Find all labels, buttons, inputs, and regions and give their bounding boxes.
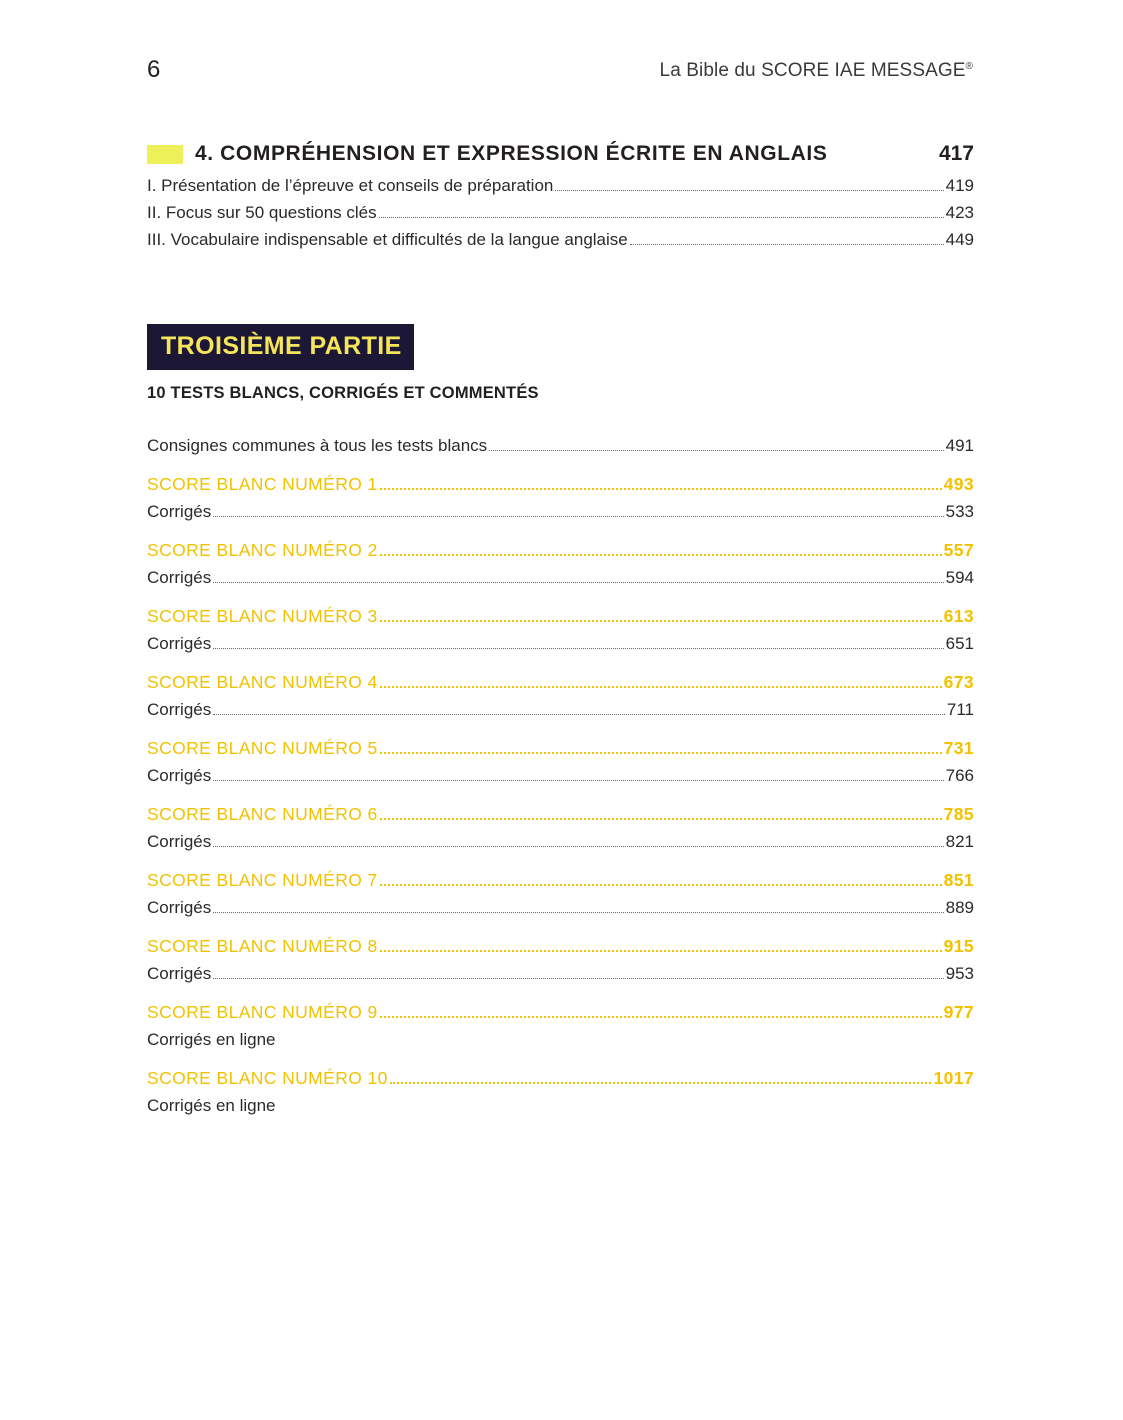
corriges-label: Corrigés en ligne (147, 1096, 276, 1115)
corriges-page: 953 (945, 964, 974, 983)
toc-entry-label: III. Vocabulaire indispensable et difficultés de la langue anglaise (147, 230, 628, 249)
test-page: 785 (943, 804, 974, 824)
corriges-label: Corrigés (147, 964, 212, 983)
toc-entry-corriges[interactable] (147, 832, 974, 854)
running-title (660, 60, 973, 82)
registered-mark: ® (965, 61, 973, 72)
toc-entry-corriges[interactable] (147, 898, 974, 920)
dot-leader (213, 767, 943, 781)
dot-leader (213, 635, 943, 649)
dot-leader (213, 701, 945, 715)
corriges-label: Corrigés en ligne (147, 1030, 276, 1049)
corriges-label: Corrigés (147, 502, 212, 521)
toc-entry-page: 419 (945, 176, 974, 195)
toc-entry-corriges[interactable] (147, 634, 974, 656)
toc-entry-test[interactable] (147, 606, 974, 628)
toc-entry-test[interactable] (147, 870, 974, 892)
dot-leader (380, 608, 942, 622)
chapter-page: 417 (938, 142, 974, 165)
corriges-page: 533 (945, 502, 974, 521)
test-page: 557 (943, 540, 974, 560)
test-label: SCORE BLANC NUMÉRO 1 (147, 474, 378, 494)
dot-leader (380, 542, 942, 556)
corriges-page: 594 (945, 568, 974, 587)
toc-entry[interactable] (147, 176, 974, 198)
toc-entry-corriges[interactable] (147, 964, 974, 986)
corriges-label: Corrigés (147, 700, 212, 719)
toc-entry-corriges[interactable] (147, 568, 974, 590)
corriges-label: Corrigés (147, 568, 212, 587)
corriges-page: 889 (945, 898, 974, 917)
test-page: 851 (943, 870, 974, 890)
toc-entry-label: I. Présentation de l’épreuve et conseils de préparation (147, 176, 554, 195)
dot-leader (380, 938, 942, 952)
toc-entry-test[interactable] (147, 1068, 974, 1090)
test-label: SCORE BLANC NUMÉRO 2 (147, 540, 378, 560)
test-page: 977 (943, 1002, 974, 1022)
dot-leader (213, 965, 943, 979)
test-label: SCORE BLANC NUMÉRO 7 (147, 870, 378, 890)
corriges-label: Corrigés (147, 766, 212, 785)
test-label: SCORE BLANC NUMÉRO 3 (147, 606, 378, 626)
test-page: 915 (943, 936, 974, 956)
toc-entry-corriges[interactable] (147, 766, 974, 788)
toc-entry[interactable] (147, 203, 974, 225)
test-label: SCORE BLANC NUMÉRO 6 (147, 804, 378, 824)
toc-entry-corriges[interactable] (147, 700, 974, 722)
corriges-page: 711 (946, 700, 974, 719)
page-number: 6 (147, 56, 161, 83)
test-page: 1017 (933, 1068, 974, 1088)
dot-leader (630, 231, 944, 245)
toc-entry-test[interactable] (147, 672, 974, 694)
corriges-page: 821 (945, 832, 974, 851)
test-page: 731 (943, 738, 974, 758)
dot-leader (380, 1004, 942, 1018)
chapter-heading[interactable] (147, 142, 974, 170)
dot-leader (213, 899, 943, 913)
dot-leader (380, 872, 942, 886)
test-page: 673 (943, 672, 974, 692)
test-label: SCORE BLANC NUMÉRO 5 (147, 738, 378, 758)
dot-leader (380, 740, 942, 754)
toc-entry-label: II. Focus sur 50 questions clés (147, 203, 377, 222)
toc-entry-test[interactable] (147, 804, 974, 826)
chapter-title: 4. COMPRÉHENSION ET EXPRESSION ÉCRITE EN ANGLAIS (195, 142, 828, 165)
test-label: SCORE BLANC NUMÉRO 10 (147, 1068, 388, 1088)
dot-leader (390, 1070, 932, 1084)
part-banner-title: TROISIÈME PARTIE (161, 332, 402, 360)
part-banner (147, 324, 414, 370)
test-label: SCORE BLANC NUMÉRO 8 (147, 936, 378, 956)
dot-leader (489, 437, 943, 451)
corriges-label: Corrigés (147, 832, 212, 851)
chapter-marker (147, 145, 183, 164)
test-label: SCORE BLANC NUMÉRO 9 (147, 1002, 378, 1022)
dot-leader (380, 674, 942, 688)
toc-entry-page: 449 (945, 230, 974, 249)
dot-leader (555, 177, 943, 191)
toc-entry-corriges[interactable] (147, 502, 974, 524)
test-page: 493 (943, 474, 974, 494)
toc-entry-test[interactable] (147, 474, 974, 496)
corriges-label: Corrigés (147, 898, 212, 917)
dot-leader (380, 476, 942, 490)
toc-entry[interactable] (147, 230, 974, 252)
corriges-page: 766 (945, 766, 974, 785)
toc-entry-test[interactable] (147, 1002, 974, 1024)
corriges-label: Corrigés (147, 634, 212, 653)
part-subtitle: 10 TESTS BLANCS, CORRIGÉS ET COMMENTÉS (147, 384, 539, 402)
toc-entry-page: 423 (945, 203, 974, 222)
toc-entry-test[interactable] (147, 936, 974, 958)
toc-entry-page: 491 (945, 436, 974, 455)
toc-entry-test[interactable] (147, 540, 974, 562)
toc-entry-corriges-online[interactable] (147, 1096, 974, 1118)
running-title-text: La Bible du SCORE IAE MESSAGE (659, 60, 966, 81)
dot-leader (213, 569, 943, 583)
toc-entry-label: Consignes communes à tous les tests blancs (147, 436, 488, 455)
dot-leader (213, 833, 943, 847)
dot-leader (213, 503, 943, 517)
dot-leader (379, 204, 944, 218)
test-page: 613 (943, 606, 974, 626)
toc-entry-corriges-online[interactable] (147, 1030, 974, 1052)
toc-entry-test[interactable] (147, 738, 974, 760)
dot-leader (380, 806, 942, 820)
corriges-page: 651 (945, 634, 974, 653)
test-label: SCORE BLANC NUMÉRO 4 (147, 672, 378, 692)
toc-entry-intro[interactable] (147, 436, 974, 458)
